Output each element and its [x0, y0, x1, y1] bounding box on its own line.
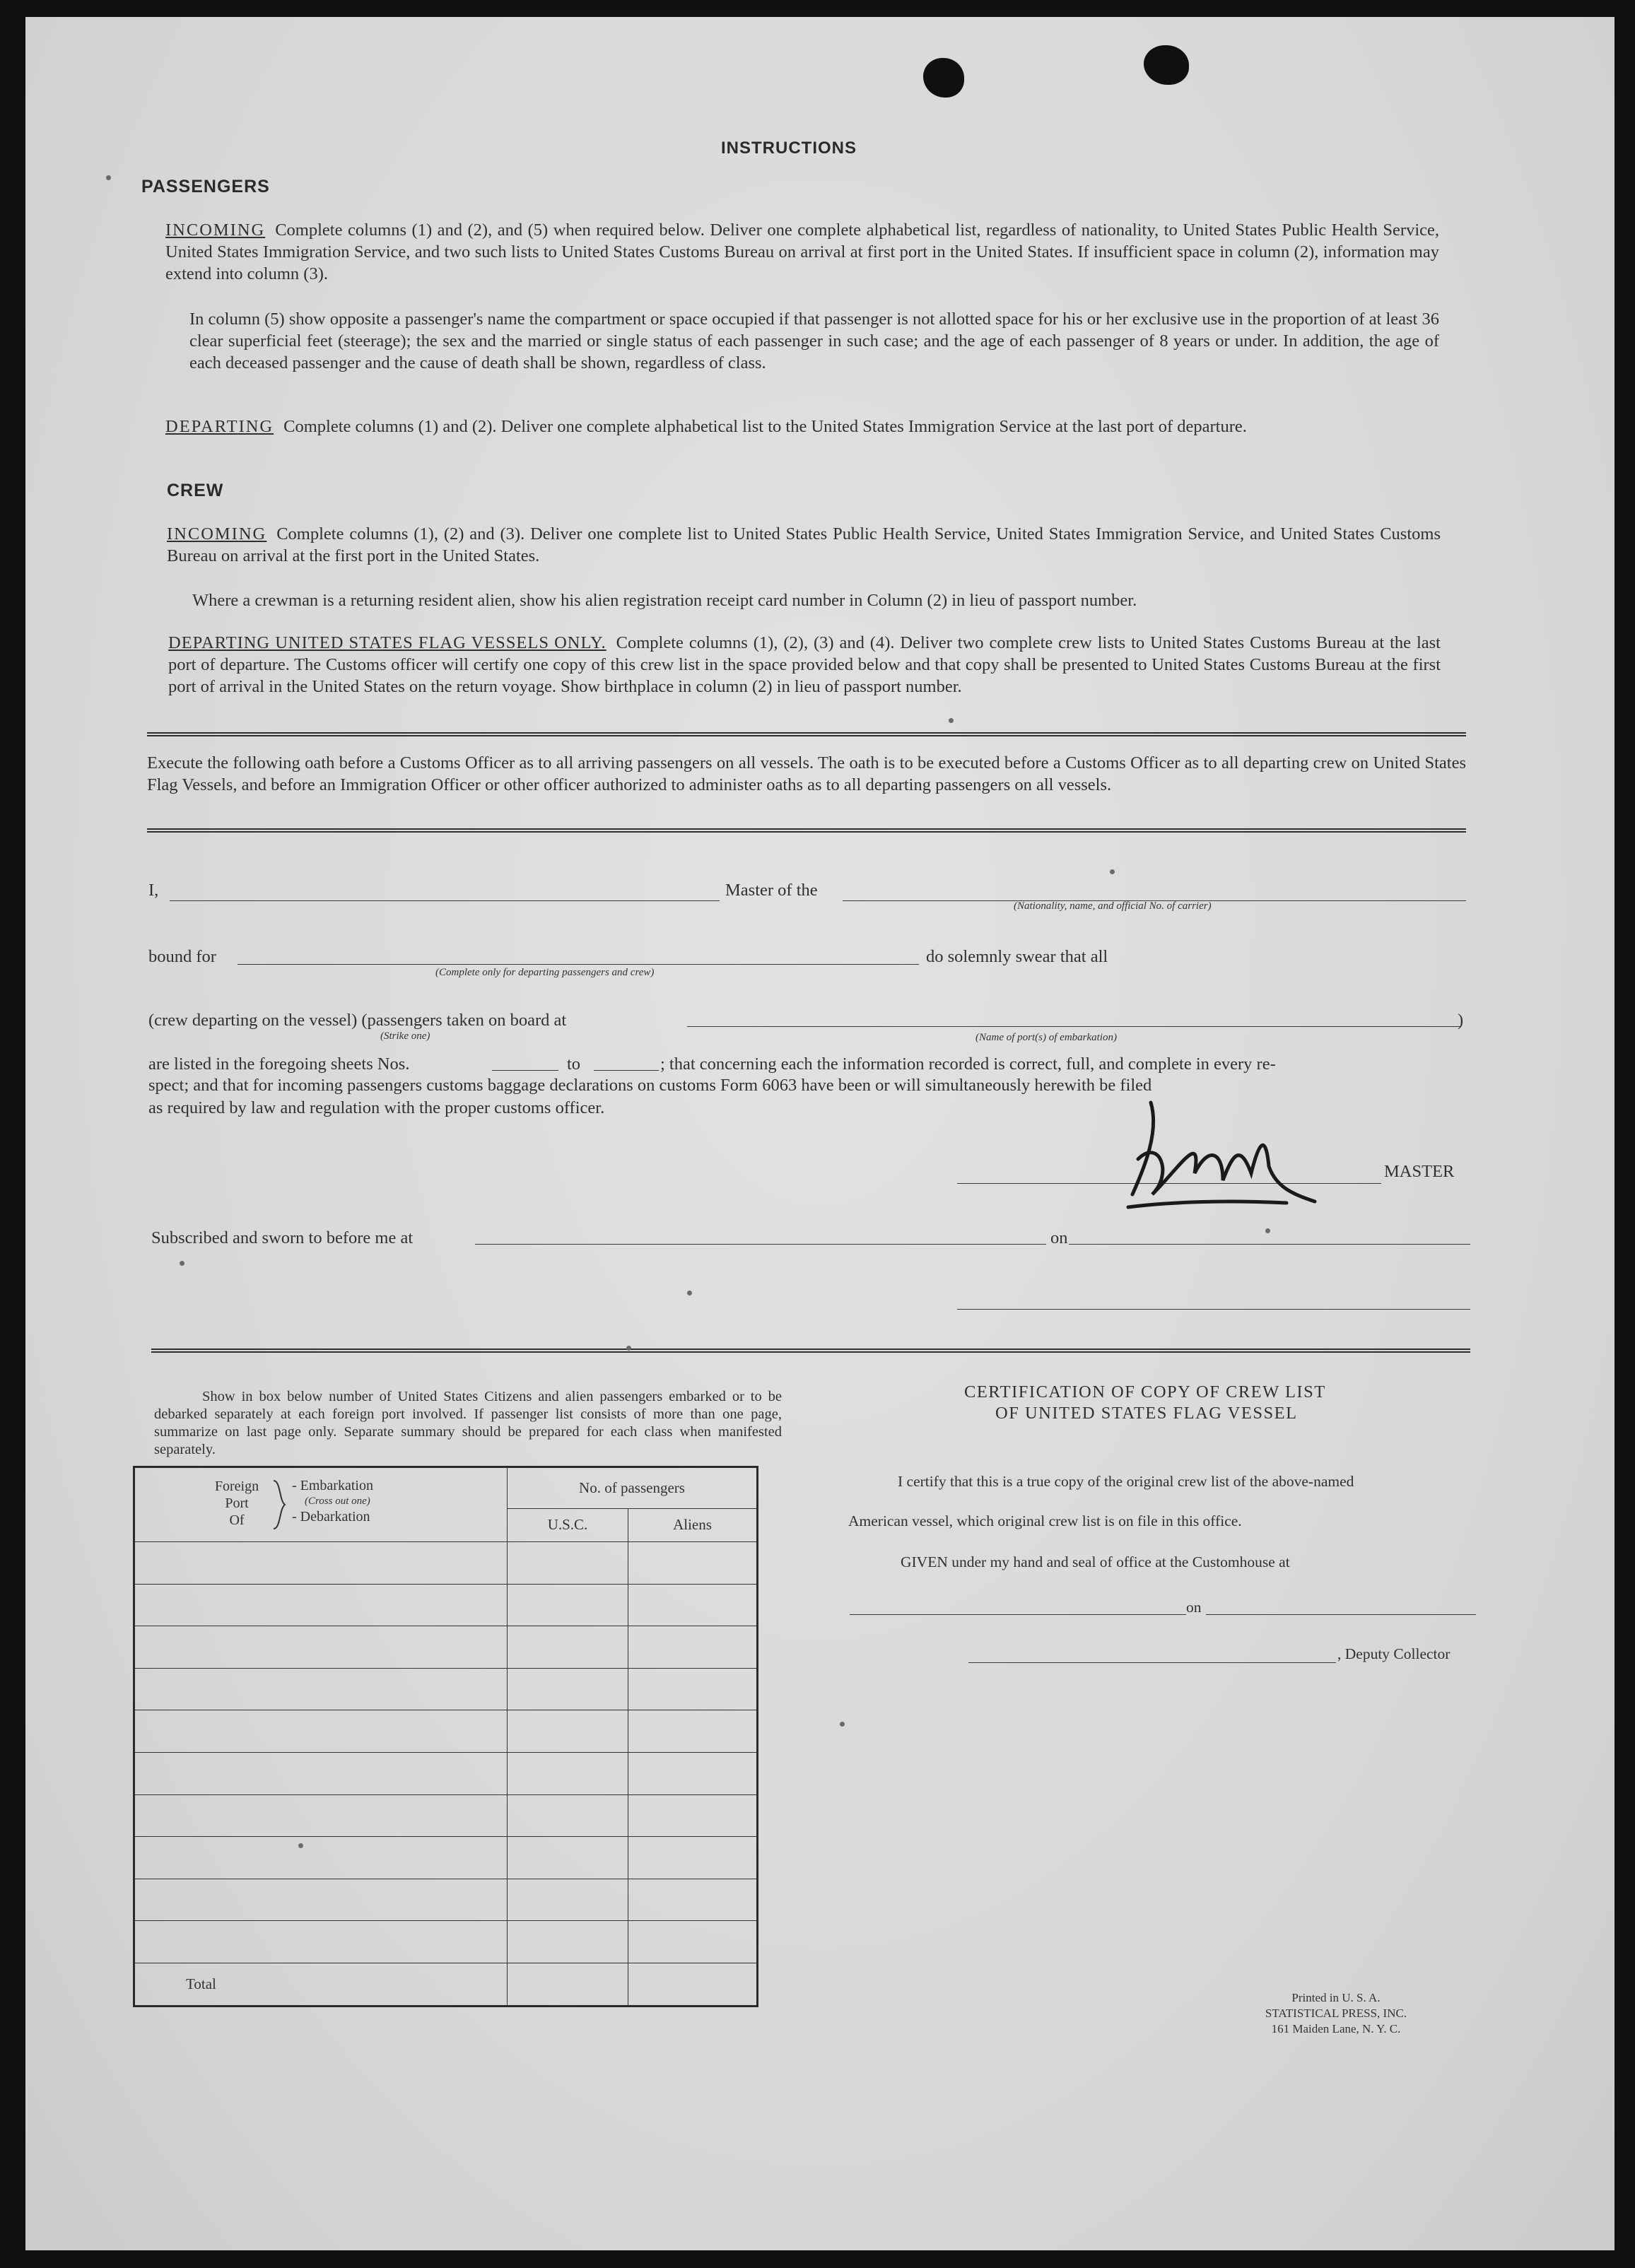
crew-incoming-text: Complete columns (1), (2) and (3). Deliver one complete list to United States Public Health Service, United States Immigration Service, and United States Customs Bureau on arrival at the first port in the United States. [167, 524, 1441, 565]
port-caption: (Name of port(s) of embarkation) [975, 1032, 1117, 1043]
port-header-cell [134, 1467, 508, 1542]
given-line: GIVEN under my hand and seal of office at the Customhouse at [901, 1553, 1290, 1570]
certification-on-label: on [1186, 1599, 1202, 1616]
passengers-departing-label: DEPARTING [165, 417, 274, 436]
crew-departing-label: DEPARTING UNITED STATES FLAG VESSELS ONLY. [168, 633, 606, 652]
port-label: Port [225, 1496, 249, 1511]
crew-incoming-paragraph [167, 523, 1441, 567]
certify-line-1: I certify that this is a true copy of the original crew list of the above-named [898, 1473, 1354, 1490]
sworn-date-line[interactable] [1069, 1244, 1470, 1245]
bound-for-label: bound for [148, 947, 216, 966]
oath-intro: Execute the following oath before a Customs Officer as to all arriving passengers on all vessels. The oath is to be executed before a Customs Officer as to all departing crew on United States Flag Vessels, and before an Immigration Officer or other officer authorized to administer oaths as to all departing passengers on all vessels. [147, 753, 1466, 794]
paper-speck [1110, 869, 1115, 874]
paper-speck [106, 175, 111, 180]
complete-only-caption: (Complete only for departing passengers and crew) [435, 967, 655, 978]
passengers-departing-paragraph [165, 416, 1439, 437]
crew-incoming-label: INCOMING [167, 524, 267, 544]
table-row [134, 1668, 758, 1710]
sheets-to-line[interactable] [594, 1070, 659, 1071]
punch-hole [923, 58, 964, 98]
table-row [134, 1837, 758, 1879]
crew-resident-paragraph: Where a crewman is a returning resident alien, show his alien registration receipt card number in Column (2) in lieu of passport number. [192, 591, 1137, 610]
table-total-row [134, 1963, 758, 2006]
paper-speck [840, 1722, 845, 1727]
passengers-incoming-paragraph [165, 219, 1439, 285]
aliens-header: Aliens [628, 1508, 758, 1541]
table-row [134, 1542, 758, 1585]
crew-departing-text: Complete columns (1), (2), (3) and (4). Deliver two complete crew lists to United States Customs Bureau at the last port of departure. The Customs officer will certify one copy of this crew list in the space provided below and that copy shall be presented to United States Customs Bureau at the first port of arrival in the United States on the return voyage. Show birthplace in column (2) in lieu of passport number. [168, 633, 1441, 696]
table-row [134, 1752, 758, 1794]
passengers-incoming-label: INCOMING [165, 221, 266, 240]
printer-line-2: STATISTICAL PRESS, INC. [1265, 2006, 1407, 2020]
passengers-departing-text: Complete columns (1) and (2). Deliver one complete alphabetical list to the United States Immigration Service at the last port of departure. [283, 417, 1247, 436]
passenger-summary-table [133, 1466, 758, 2007]
table-row [134, 1879, 758, 1921]
customhouse-line[interactable] [850, 1614, 1186, 1615]
section-divider [147, 732, 1466, 736]
of-label: Of [229, 1512, 245, 1528]
no-of-passengers-header: No. of passengers [508, 1467, 758, 1509]
required-line: as required by law and regulation with the proper customs officer. [148, 1098, 605, 1117]
section-divider [151, 1349, 1470, 1353]
certify-line-2: American vessel, which original crew list is on file in this office. [848, 1512, 1242, 1529]
certification-date-line[interactable] [1206, 1614, 1476, 1615]
subscribed-label: Subscribed and sworn to before me at [151, 1228, 414, 1247]
passengers-heading: PASSENGERS [141, 177, 270, 196]
master-signature [1117, 1088, 1322, 1216]
master-of-the-label: Master of the [725, 881, 818, 900]
nationality-caption: (Nationality, name, and official No. of carrier) [1014, 900, 1212, 912]
sworn-on-label: on [1050, 1228, 1068, 1247]
certification-title-1: CERTIFICATION OF COPY OF CREW LIST [964, 1382, 1326, 1402]
deputy-collector-label: , Deputy Collector [1337, 1645, 1451, 1662]
sheets-from-line[interactable] [492, 1070, 558, 1071]
table-row [134, 1584, 758, 1626]
column5-paragraph: In column (5) show opposite a passenger's name the compartment or space occupied if that passenger is not allotted space for his or her exclusive use in the proportion of at least 36 clear superficial feet (steerage); the sex and the married or single status of each passenger in such case; and the age of each passenger of 8 years or under. In addition, the age of each deceased passenger and the cause of death shall be shown, regardless of class. [189, 310, 1439, 372]
cross-out-caption: (Cross out one) [305, 1496, 370, 1507]
crew-departing-paragraph [168, 632, 1441, 698]
printer-line-3: 161 Maiden Lane, N. Y. C. [1271, 2022, 1401, 2035]
bound-for-line[interactable] [238, 964, 919, 965]
master-name-line[interactable] [170, 900, 720, 901]
paper-speck [626, 1346, 631, 1351]
table-row [134, 1921, 758, 1963]
oath-i-label: I, [148, 881, 159, 900]
summary-note: Show in box below number of United States Citizens and alien passengers embarked or to be debarked separately at each foreign port involved. If passenger list consists of more than one page, summarize on last page only. Separate summary should be prepared for each class when manifested separately. [154, 1389, 782, 1457]
crew-heading: CREW [167, 481, 224, 500]
close-paren: ) [1458, 1011, 1464, 1030]
sworn-place-line[interactable] [475, 1244, 1046, 1245]
debarkation-label: - Debarkation [292, 1509, 370, 1524]
punch-hole [1144, 45, 1189, 85]
certification-title-2: OF UNITED STATES FLAG VESSEL [995, 1404, 1298, 1423]
officer-signature-line[interactable] [957, 1309, 1470, 1310]
table-row [134, 1794, 758, 1837]
foreign-label: Foreign [214, 1479, 259, 1494]
sheets-label: are listed in the foregoing sheets Nos. [148, 1054, 410, 1074]
crew-passengers-label: (crew departing on the vessel) (passengers taken on board at [148, 1011, 567, 1030]
usc-header: U.S.C. [508, 1508, 628, 1541]
spect-line: spect; and that for incoming passengers customs baggage declarations on customs Form 6063 have been or will simultaneously herewith be filed [148, 1076, 1152, 1095]
printer-imprint [1223, 1990, 1449, 2037]
brace-icon [271, 1479, 288, 1530]
paper-speck [180, 1261, 184, 1266]
table-header-row [134, 1467, 758, 1509]
deputy-collector-line[interactable] [968, 1662, 1336, 1663]
solemnly-swear-label: do solemnly swear that all [926, 947, 1108, 966]
sheets-to-label: to [567, 1054, 581, 1074]
paper-speck [1265, 1228, 1270, 1233]
sheets-text: ; that concerning each the information recorded is correct, full, and complete in every re- [660, 1054, 1276, 1074]
paper-speck [687, 1291, 692, 1295]
master-label: MASTER [1384, 1162, 1455, 1181]
page-title: INSTRUCTIONS [721, 139, 857, 158]
paper-speck [298, 1843, 303, 1848]
total-label: Total [134, 1963, 508, 2006]
passengers-incoming-text: Complete columns (1) and (2), and (5) when required below. Deliver one complete alphabetical list, regardless of nationality, to United States Public Health Service, United States Immigration Service, and two such lists to United States Customs Bureau on arrival at first port in the United States. If insufficient space in column (2), information may extend into column (3). [165, 221, 1439, 283]
paper-speck [949, 718, 954, 723]
section-divider [147, 828, 1466, 833]
printer-line-1: Printed in U. S. A. [1291, 1991, 1381, 2004]
table-row [134, 1626, 758, 1669]
embarkation-label: - Embarkation [292, 1478, 373, 1493]
embarkation-port-line[interactable] [687, 1026, 1460, 1027]
strike-one-caption: (Strike one) [380, 1030, 430, 1042]
table-row [134, 1710, 758, 1753]
